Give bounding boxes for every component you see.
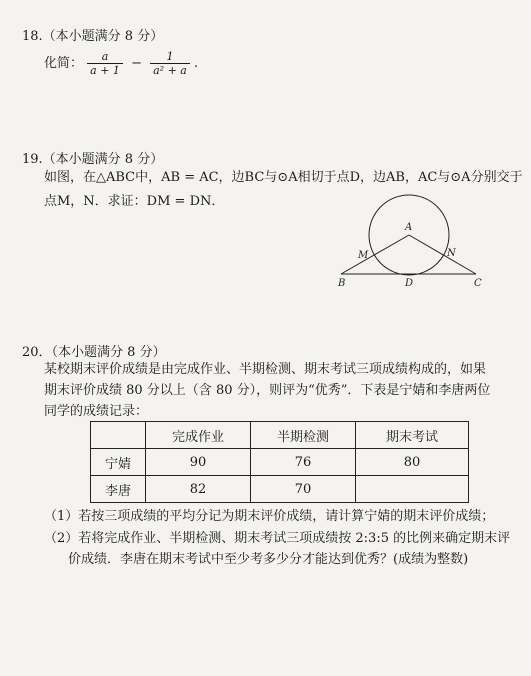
q18-fraction-2 bbox=[150, 50, 190, 77]
q18-frac1-denominator: a + 1 bbox=[87, 63, 123, 77]
q20-para-line1: 某校期末评价成绩是由完成作业、半期检测、期末考试三项成绩构成的，如果 bbox=[44, 362, 487, 377]
segment-ab bbox=[341, 235, 409, 274]
table-header-cell: 期末考试 bbox=[356, 422, 469, 449]
scores-table bbox=[90, 421, 469, 503]
table-header-cell: 完成作业 bbox=[146, 422, 251, 449]
q18-header: 18.（本小题满分 8 分） bbox=[22, 29, 164, 44]
q18-frac2-numerator: 1 bbox=[166, 50, 174, 63]
table-header-cell: 半期检测 bbox=[251, 422, 356, 449]
q18-expression bbox=[44, 50, 198, 77]
label-c: C bbox=[474, 278, 482, 289]
table-cell: 90 bbox=[146, 449, 251, 476]
q18-fraction-1 bbox=[87, 50, 123, 77]
q18-minus: − bbox=[131, 56, 142, 71]
table-header-row bbox=[91, 422, 469, 449]
q20-sub1: （1）若按三项成绩的平均分记为期末评价成绩，请计算宁婧的期末评价成绩； bbox=[44, 509, 495, 524]
q18-frac1-numerator: a bbox=[101, 50, 109, 63]
label-d: D bbox=[405, 278, 414, 289]
q19-line1: 如图，在△ABC中，AB = AC，边BC与⊙A相切于点D，边AB，AC与⊙A分别交于 bbox=[44, 170, 523, 185]
q19-line2: 点M，N．求证：DM = DN． bbox=[44, 194, 225, 209]
table-header-cell bbox=[91, 422, 146, 449]
q18-end: . bbox=[194, 56, 199, 71]
q20-para-line2: 期末评价成绩 80 分以上（含 80 分），则评为“优秀”．下表是宁婧和李唐两位 bbox=[44, 383, 491, 398]
q18-prompt: 化简： bbox=[44, 56, 84, 71]
q20-para-line3: 同学的成绩记录： bbox=[44, 404, 149, 419]
table-row bbox=[91, 476, 469, 503]
table-cell: 宁婧 bbox=[91, 449, 146, 476]
label-a: A bbox=[405, 222, 413, 233]
q19-geometry-figure bbox=[330, 192, 490, 292]
table-row bbox=[91, 449, 469, 476]
table-cell: 82 bbox=[146, 476, 251, 503]
label-n: N bbox=[447, 248, 456, 259]
table-cell: 80 bbox=[356, 449, 469, 476]
segment-ac bbox=[409, 235, 476, 274]
table-cell bbox=[356, 476, 469, 503]
label-m: M bbox=[358, 250, 369, 261]
q20-header: 20．（本小题满分 8 分） bbox=[22, 345, 166, 360]
table-cell: 70 bbox=[251, 476, 356, 503]
label-b: B bbox=[338, 278, 346, 289]
q20-sub2-line2: 价成绩．李唐在期末考试中至少考多少分才能达到优秀？(成绩为整数) bbox=[68, 552, 469, 567]
table-cell: 76 bbox=[251, 449, 356, 476]
table-cell: 李唐 bbox=[91, 476, 146, 503]
q18-frac2-denominator: a² + a bbox=[150, 63, 190, 77]
q20-sub2-line1: （2）若将完成作业、半期检测、期末考试三项成绩按 2:3:5 的比例来确定期末评 bbox=[44, 531, 511, 546]
q19-header: 19.（本小题满分 8 分） bbox=[22, 152, 164, 167]
